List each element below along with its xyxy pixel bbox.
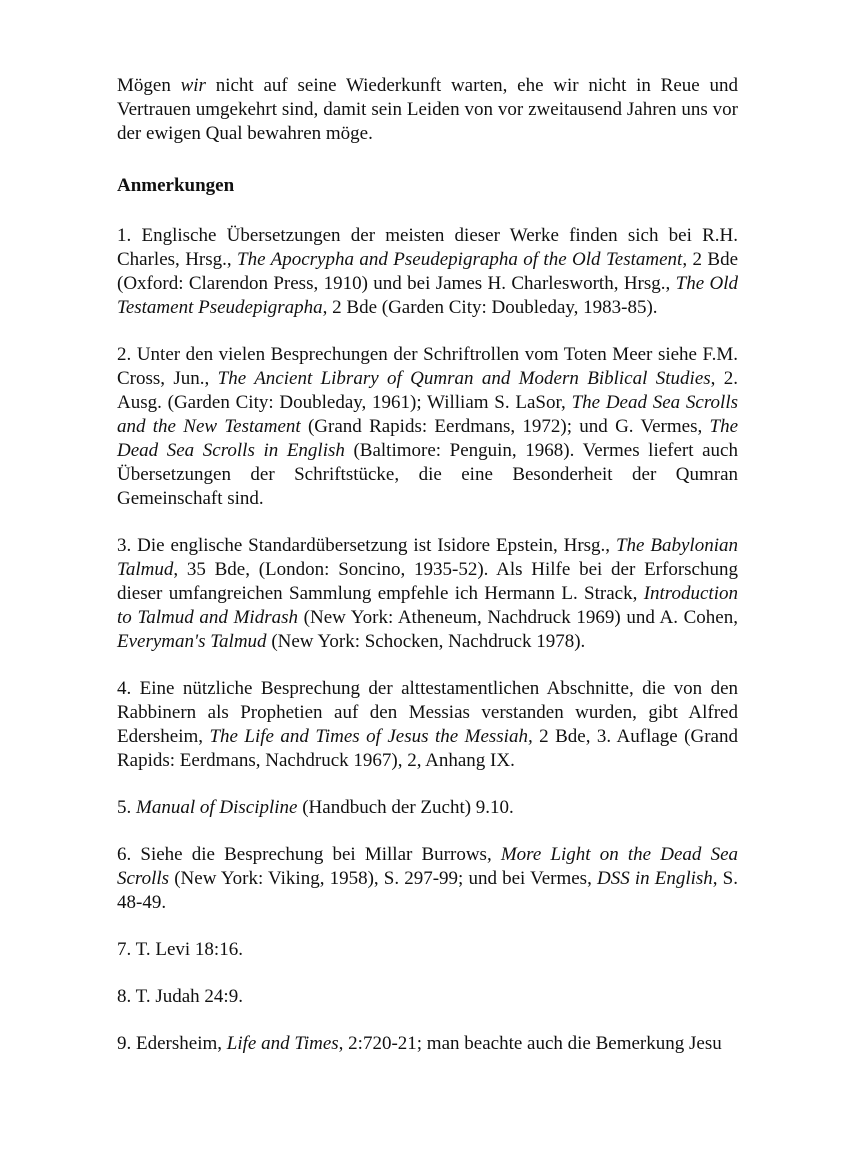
intro-text-1: Mögen — [117, 75, 181, 96]
footnote-6: 6. Siehe die Besprechung bei Millar Burrows, More Light on the Dead Sea Scrolls (New York: Viking, 1958), S. 297-99; und bei Vermes, DSS in English, S. 48-49. — [117, 844, 739, 913]
footnote-9: 9. Edersheim, Life and Times, 2:720-21; man beachte auch die Bemerkung Jesu — [117, 1033, 722, 1054]
intro-text-2: nicht auf seine Wiederkunft warten, ehe wir nicht in Reue und Vertrauen umgekehrt sind, damit sein Leiden von vor zweitausend Jahren uns vor der ewigen Qual bewahren möge. — [117, 75, 738, 144]
footnote-4: 4. Eine nützliche Besprechung der alttestamentlichen Abschnitte, die von den Rabbinern als Prophetien auf den Messias verstanden wurden, gibt Alfred Edersheim, The Life and Times of Jesus the Messiah, 2 Bde, 3. Auflage (Grand Rapids: Eerdmans, Nachdruck 1967), 2, Anhang IX. — [117, 678, 738, 771]
intro-paragraph — [117, 74, 738, 146]
footnote-7: 7. T. Levi 18:16. — [117, 939, 243, 960]
footnote-2: 2. Unter den vielen Besprechungen der Schriftrollen vom Toten Meer siehe F.M. Cross, Jun., The Ancient Library of Qumran and Modern Biblical Studies, 2. Ausg. (Garden City: Doubleday, 1961); William S. LaSor, The Dead Sea Scrolls and the New Testament (Grand Rapids: Eerdmans, 1972); und G. Vermes, The Dead Sea Scrolls in English (Baltimore: Penguin, 1968). Vermes liefert auch Übersetzungen der Schriftstücke, die eine Besonderheit der Qumran Gemeinschaft sind. — [117, 344, 739, 509]
intro-italic: wir — [180, 75, 206, 96]
footnote-1: 1. Englische Übersetzungen der meisten dieser Werke finden sich bei R.H. Charles, Hrsg., The Apocrypha and Pseudepigrapha of the Old Testament, 2 Bde (Oxford: Clarendon Press, 1910) und bei James H. Charlesworth, Hrsg., The Old Testament Pseudepigrapha, 2 Bde (Garden City: Doubleday, 1983-85). — [117, 225, 739, 318]
footnote-5: 5. Manual of Discipline (Handbuch der Zucht) 9.10. — [117, 797, 514, 818]
footnote-8: 8. T. Judah 24:9. — [117, 986, 243, 1007]
footnote-3: 3. Die englische Standardübersetzung ist Isidore Epstein, Hrsg., The Babylonian Talmud, 35 Bde, (London: Soncino, 1935-52). Als Hilfe bei der Erforschung dieser umfangreichen Sammlung empfehle ich Hermann L. Strack, Introduction to Talmud and Midrash (New York: Atheneum, Nachdruck 1969) und A. Cohen, Everyman's Talmud (New York: Schocken, Nachdruck 1978). — [117, 535, 738, 652]
notes-heading: Anmerkungen — [117, 175, 235, 196]
document-page — [117, 74, 738, 1056]
